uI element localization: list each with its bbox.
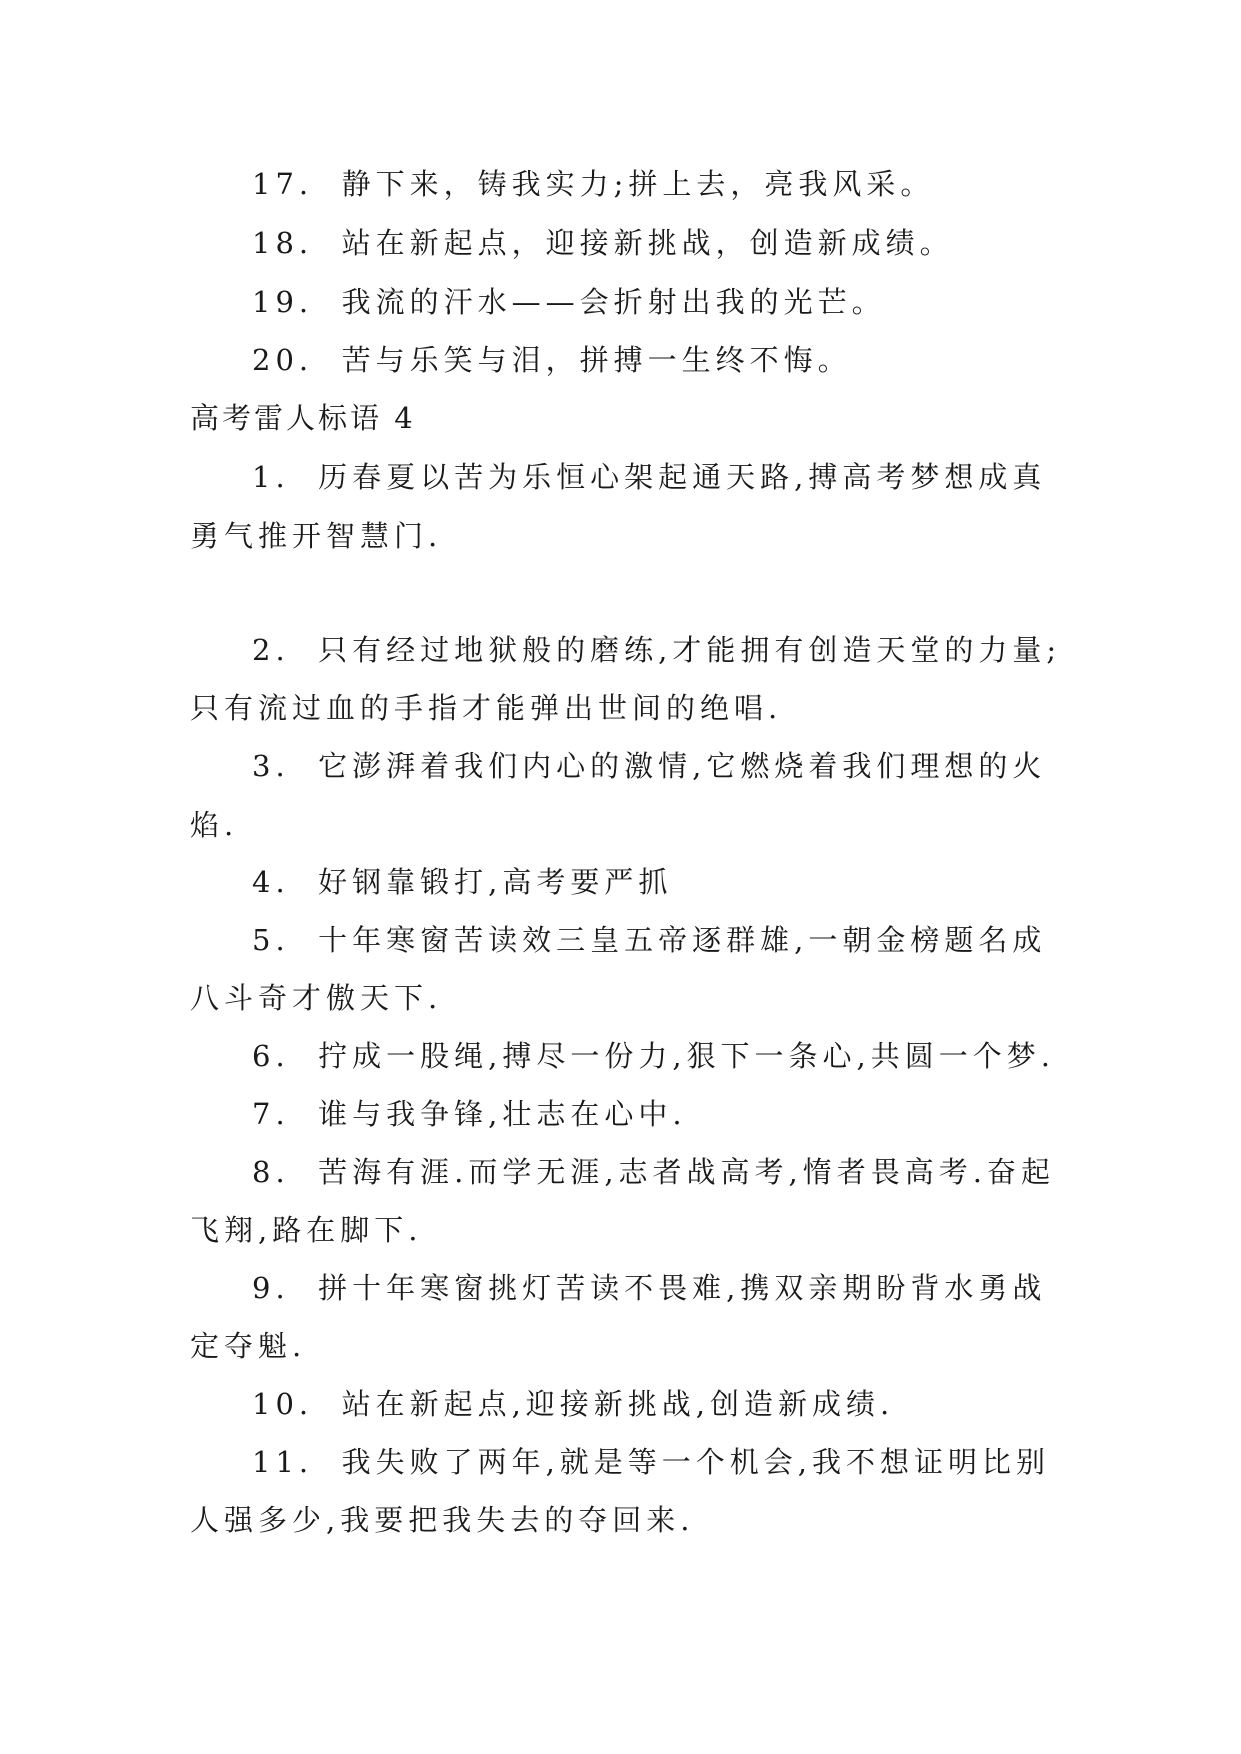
- item-number: 3.: [252, 749, 290, 783]
- list-item: [252, 340, 1070, 380]
- list-item: [252, 1384, 1070, 1424]
- item-text: 十年寒窗苦读效三皇五帝逐群雄,一朝金榜题名成: [318, 923, 1047, 957]
- list-item: [252, 862, 1070, 902]
- list-item: [252, 282, 1070, 322]
- section-heading: 高考雷人标语 4: [190, 401, 416, 435]
- item-text: 谁与我争锋,壮志在心中.: [318, 1097, 687, 1131]
- item-number: 2.: [252, 633, 290, 667]
- list-item: [252, 1268, 1070, 1308]
- item-text: 我流的汗水——会折射出我的光芒。: [341, 285, 886, 319]
- item-number: 6.: [252, 1039, 290, 1073]
- item-number: 1.: [252, 460, 290, 494]
- list-item: [252, 1152, 1070, 1192]
- item-continuation: 人强多少,我要把我失去的夺回来.: [190, 1503, 695, 1537]
- item-continuation: 焰.: [190, 808, 239, 842]
- item-text: 拧成一股绳,搏尽一份力,狠下一条心,共圆一个梦.: [318, 1039, 1055, 1073]
- item-continuation: 勇气推开智慧门.: [190, 519, 443, 553]
- list-item: [252, 1442, 1070, 1482]
- list-item: [252, 746, 1070, 786]
- list-item: [252, 920, 1070, 960]
- item-text: 好钢靠锻打,高考要严抓: [318, 865, 673, 899]
- item-number: 20.: [252, 343, 314, 377]
- list-item: [252, 1036, 1070, 1076]
- item-text: 拼十年寒窗挑灯苦读不畏难,携双亲期盼背水勇战: [318, 1271, 1047, 1305]
- item-number: 10.: [252, 1387, 314, 1421]
- item-number: 5.: [252, 923, 290, 957]
- item-text: 苦与乐笑与泪，拼搏一生终不悔。: [341, 343, 852, 377]
- item-number: 19.: [252, 285, 314, 319]
- list-item: [252, 164, 1070, 204]
- item-text: 静下来，铸我实力;拼上去，亮我风采。: [341, 167, 935, 201]
- item-number: 9.: [252, 1271, 290, 1305]
- item-continuation: 飞翔,路在脚下.: [190, 1213, 423, 1247]
- item-number: 8.: [252, 1155, 290, 1189]
- item-text: 站在新起点，迎接新挑战，创造新成绩。: [341, 226, 954, 260]
- item-number: 11.: [252, 1445, 314, 1479]
- item-text: 只有经过地狱般的磨练,才能拥有创造天堂的力量;: [318, 633, 1062, 667]
- item-text: 我失败了两年,就是等一个机会,我不想证明比别: [341, 1445, 1050, 1479]
- list-item: [252, 1094, 1070, 1134]
- list-item: [252, 457, 1070, 497]
- item-text: 历春夏以苦为乐恒心架起通天路,搏高考梦想成真: [318, 460, 1047, 494]
- list-item: [252, 630, 1070, 670]
- item-continuation: 只有流过血的手指才能弹出世间的绝唱.: [190, 691, 783, 725]
- item-text: 站在新起点,迎接新挑战,创造新成绩.: [341, 1387, 895, 1421]
- item-continuation: 八斗奇才傲天下.: [190, 981, 443, 1015]
- item-number: 7.: [252, 1097, 290, 1131]
- item-text: 苦海有涯.而学无涯,志者战高考,惰者畏高考.奋起: [318, 1155, 1055, 1189]
- item-number: 18.: [252, 226, 314, 260]
- item-number: 4.: [252, 865, 290, 899]
- item-number: 17.: [252, 167, 314, 201]
- item-text: 它澎湃着我们内心的激情,它燃烧着我们理想的火: [318, 749, 1047, 783]
- list-item: [252, 223, 1070, 263]
- item-continuation: 定夺魁.: [190, 1329, 307, 1363]
